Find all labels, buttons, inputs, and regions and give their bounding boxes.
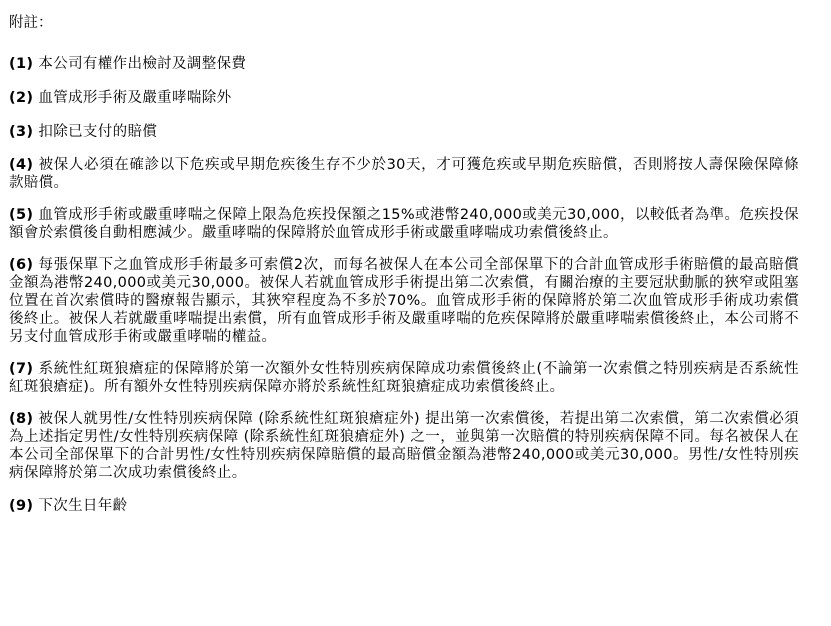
notes-document xyxy=(9,13,799,530)
note-number: (7) xyxy=(9,361,34,377)
note-2 xyxy=(9,88,799,108)
note-6 xyxy=(9,256,799,346)
note-number: (6) xyxy=(9,257,34,273)
note-text: 本公司有權作出檢討及調整保費 xyxy=(38,56,247,72)
note-number: (9) xyxy=(9,498,34,514)
note-text: 下次生日年齡 xyxy=(38,498,128,514)
note-number: (4) xyxy=(9,157,34,173)
note-8 xyxy=(9,410,799,482)
note-number: (8) xyxy=(9,411,34,427)
note-text: 被保人必須在確診以下危疾或早期危疾後生存不少於30天，才可獲危疾或早期危疾賠償，否則將按人壽保險保障條款賠償。 xyxy=(9,157,800,191)
note-text: 血管成形手術及嚴重哮喘除外 xyxy=(38,90,232,106)
note-9 xyxy=(9,496,799,516)
note-text: 扣除已支付的賠償 xyxy=(38,124,158,140)
note-number: (5) xyxy=(9,207,34,223)
note-5 xyxy=(9,206,799,242)
note-7 xyxy=(9,360,799,396)
note-text: 系統性紅斑狼瘡症的保障將於第一次額外女性特別疾病保障成功索償後終止(不論第一次索償之特別疾病是否系統性紅斑狼瘡症)。所有額外女性特別疾病保障亦將於系統性紅斑狼瘡症成功索償後終止。 xyxy=(9,361,799,395)
note-text: 血管成形手術或嚴重哮喘之保障上限為危疾投保額之15%或港幣240,000或美元30,000，以較低者為準。危疾投保額會於索償後自動相應減少。嚴重哮喘的保障將於血管成形手術或嚴重哮喘成功索償後終止。 xyxy=(9,207,800,241)
note-number: (3) xyxy=(9,124,34,140)
note-number: (1) xyxy=(9,56,34,72)
note-4 xyxy=(9,156,799,192)
note-3 xyxy=(9,122,799,142)
note-text: 被保人就男性/女性特別疾病保障 (除系統性紅斑狼瘡症外) 提出第一次索償後，若提出第二次索償，第二次索償必須為上述指定男性/女性特別疾病保障 (除系統性紅斑狼瘡症外) 之一，並與第一次賠償的特別疾病保障不同。每名被保人在本公司全部保單下的合計男性/女性特別疾病保障賠償的最高賠償金額為港幣240,000或美元30,000。男性/女性特別疾病保障將於第二次成功索償後終止。 xyxy=(9,411,799,481)
note-number: (2) xyxy=(9,90,34,106)
note-1 xyxy=(9,54,799,74)
notes-heading: 附註： xyxy=(9,15,53,31)
note-text: 每張保單下之血管成形手術最多可索償2次，而每名被保人在本公司全部保單下的合計血管成形手術賠償的最高賠償金額為港幣240,000或美元30,000。被保人若就血管成形手術提出第二次索償，有關治療的主要冠狀動脈的狹窄或阻塞位置在首次索償時的醫療報告顯示，其狹窄程度為不多於70%。血管成形手術的保障將於第二次血管成形手術成功索償後終止。被保人若就嚴重哮喘提出索償，所有血管成形手術及嚴重哮喘的危疾保障將於嚴重哮喘索償後終止，本公司將不另支付血管成形手術或嚴重哮喘的權益。 xyxy=(9,257,799,345)
